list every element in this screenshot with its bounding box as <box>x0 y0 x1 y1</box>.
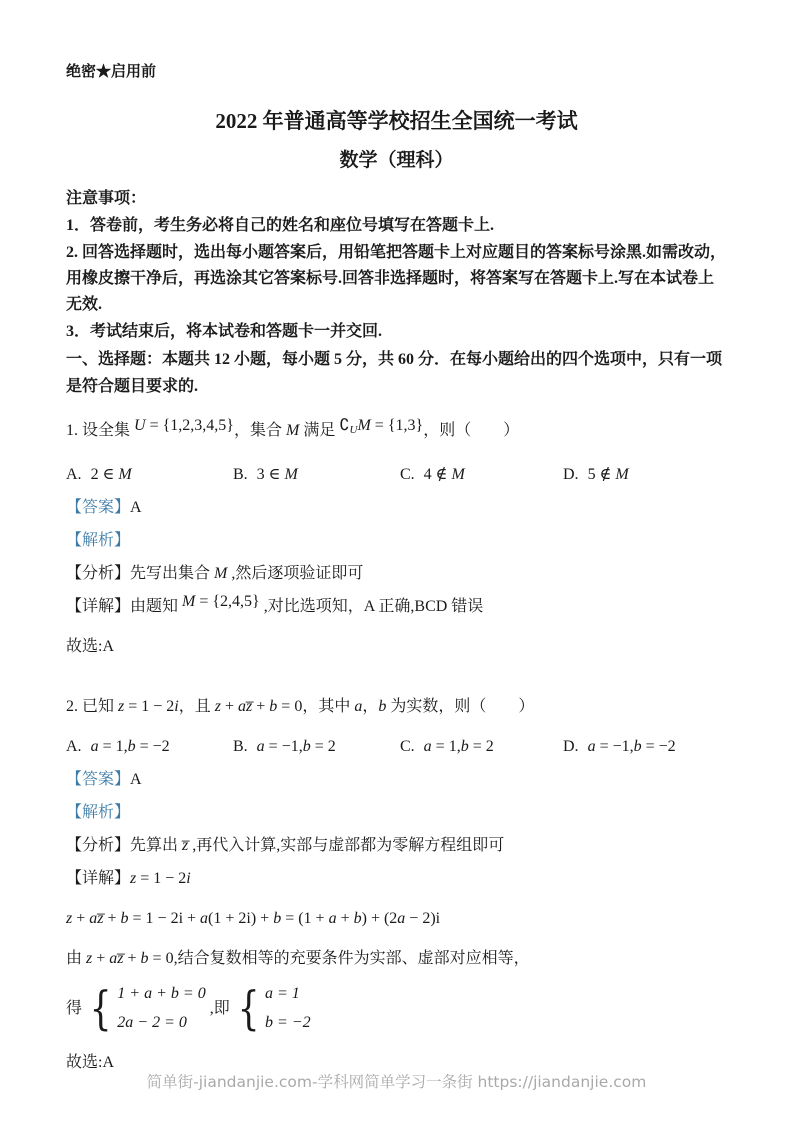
question-1-analysis-tag-line <box>66 528 727 553</box>
question-1-answer-line <box>66 495 727 520</box>
left-brace: { <box>237 981 260 1035</box>
question-2-derivation-line: 由 z + az̅ + b = 0,结合复数相等的充要条件为实部、虚部对应相等， <box>66 950 530 967</box>
page-subtitle: 数学（理科） <box>339 150 454 171</box>
option-text: 5 ∉ M <box>587 466 629 483</box>
page-title: 2022 年普通高等学校招生全国统一考试 <box>215 109 578 133</box>
left-brace: { <box>89 981 112 1035</box>
option-label: A. <box>66 466 82 483</box>
option-text: 4 ∉ M <box>423 466 465 483</box>
answer-value: A <box>130 771 142 788</box>
option-text: 3 ∈ M <box>256 466 298 483</box>
question-1-analysis-line: 【分析】先写出集合 M ,然后逐项验证即可 <box>66 565 364 582</box>
analysis-tag: 【解析】 <box>66 532 131 549</box>
question-2-option-b <box>233 734 400 759</box>
option-label: C. <box>400 466 415 483</box>
option-label: D. <box>563 466 579 483</box>
notice-item-2: 2. 回答选择题时，选出每小题答案后，用铅笔把答题卡上对应题目的答案标号涂黑.如需改动，用橡皮擦干净后，再选涂其它答案标号.回答非选择题时，将答案写在答题卡上.写在本试卷上无效. <box>66 244 727 313</box>
option-label: B. <box>233 466 248 483</box>
system-intro: 得 <box>66 999 83 1017</box>
analysis-tag: 【解析】 <box>66 804 131 821</box>
question-1-options <box>66 462 727 487</box>
watermark-footer: 简单街-jiandanjie.com-学科网简单学习一条街 https://jiandanjie.com <box>146 1073 647 1091</box>
equation: 1 + a + b = 0 <box>117 985 206 1002</box>
equation-system-2 <box>234 981 311 1035</box>
question-2-option-a <box>66 734 233 759</box>
option-text: 2 ∈ M <box>90 466 132 483</box>
question-1-option-a <box>66 462 233 487</box>
question-1-option-b <box>233 462 400 487</box>
question-2-stem: 2. 已知 z = 1 − 2i，且 z + az̅ + b = 0，其中 a，b 为实数，则（ ） <box>66 698 535 715</box>
question-2-formula-line: z + az̅ + b = 1 − 2i + a(1 + 2i) + b = (1 + a + b) + (2a − 2)i <box>66 910 441 927</box>
option-text: a = −1,b = 2 <box>256 738 336 755</box>
question-2-options <box>66 734 727 759</box>
question-1-conclusion: 故选:A <box>66 638 115 655</box>
answer-tag: 【答案】 <box>66 499 131 516</box>
option-text: a = 1,b = 2 <box>423 738 494 755</box>
question-2-option-c <box>400 734 563 759</box>
question-1-stem: 1. 设全集 U = {1,2,3,4,5}，集合 M 满足 $∁_UM = \{1,3\}$，则（ ） <box>66 417 520 439</box>
equation-system-1 <box>86 981 206 1035</box>
option-text: a = 1,b = −2 <box>90 738 170 755</box>
answer-tag: 【答案】 <box>66 771 131 788</box>
option-label: C. <box>400 738 415 755</box>
question-2-answer-line <box>66 767 727 792</box>
equation: b = −2 <box>264 1014 311 1031</box>
system-mid: ,即 <box>209 999 230 1017</box>
section-header: 一、选择题：本题共 12 小题，每小题 5 分，共 60 分．在每小题给出的四个选项中，只有一项是符合题目要求的. <box>66 351 723 395</box>
question-1-solution-line: 【详解】由题知 M = {2,4,5} ,对比选项知，A 正确,BCD 错误 <box>66 593 484 615</box>
notice-item-3: 3．考试结束后，将本试卷和答题卡一并交回. <box>66 323 383 340</box>
question-2-system-line <box>66 981 727 1035</box>
option-text: a = −1,b = −2 <box>587 738 676 755</box>
question-2-option-d <box>563 734 727 759</box>
option-label: B. <box>233 738 248 755</box>
question-2-solution-line: 【详解】z = 1 − 2i <box>66 870 191 887</box>
equation: a = 1 <box>264 985 300 1002</box>
classification-label: 绝密★启用前 <box>66 64 157 80</box>
question-1-option-c <box>400 462 563 487</box>
question-2-analysis-line: 【分析】先算出 z̅ ,再代入计算,实部与虚部都为零解方程组即可 <box>66 837 505 854</box>
equation: 2a − 2 = 0 <box>117 1014 187 1031</box>
answer-value: A <box>130 499 142 516</box>
notice-heading: 注意事项： <box>66 190 147 207</box>
option-label: A. <box>66 738 82 755</box>
notice-item-1: 1．答卷前，考生务必将自己的姓名和座位号填写在答题卡上. <box>66 217 495 234</box>
question-2-conclusion: 故选:A <box>66 1054 115 1071</box>
question-2-analysis-tag-line <box>66 800 727 825</box>
question-1-option-d <box>563 462 727 487</box>
option-label: D. <box>563 738 579 755</box>
notice-section <box>66 186 727 345</box>
